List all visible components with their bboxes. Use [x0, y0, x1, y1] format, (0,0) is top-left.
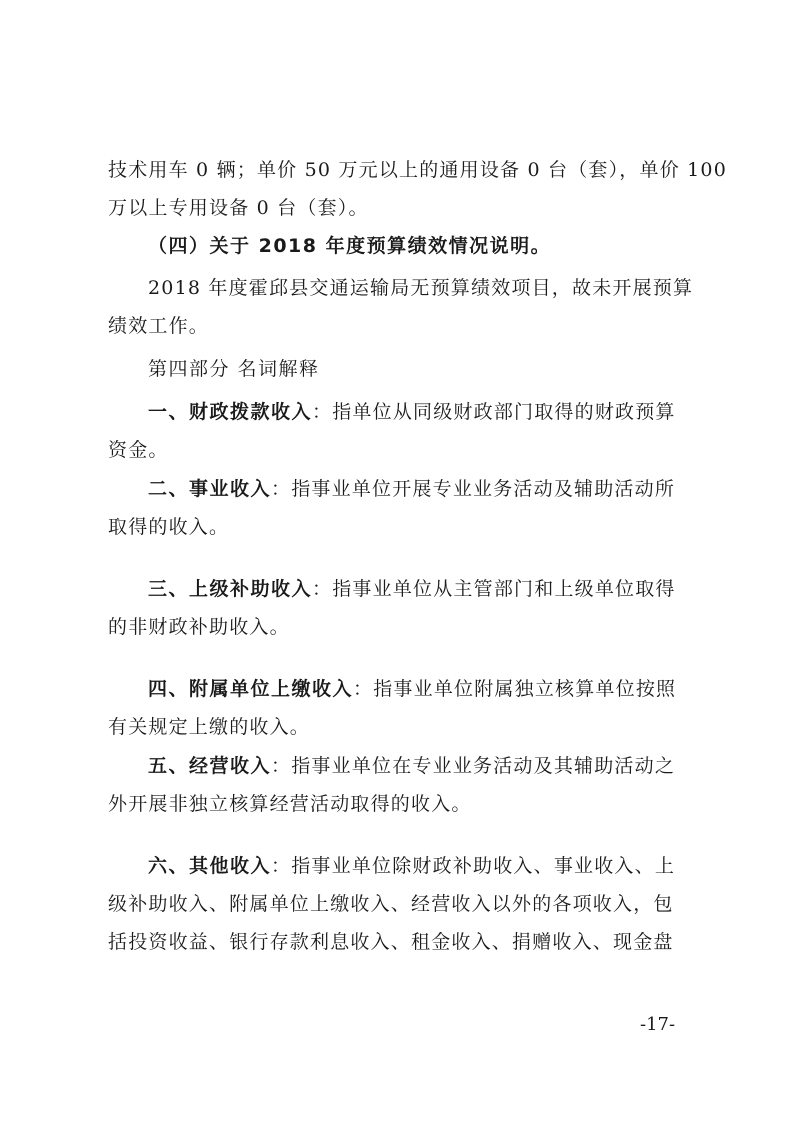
- term-definition: ：指事业单位除财政补助收入、事业收入、上: [271, 855, 676, 877]
- term-line-1: [108, 847, 694, 885]
- term-item: [108, 570, 694, 646]
- term-line-2: 的非财政补助收入。: [108, 616, 290, 638]
- page-number: -17-: [640, 1014, 676, 1035]
- term-title: 四、附属单位上缴收入: [148, 678, 354, 700]
- part-4-heading: 第四部分 名词解释: [148, 358, 320, 380]
- paragraph-vehicles-line-2: 万以上专用设备 0 台（套）。: [108, 197, 369, 219]
- term-title: 六、其他收入: [148, 855, 272, 877]
- term-title: 二、事业收入: [148, 478, 272, 500]
- term-definition: ：指事业单位在专业业务活动及其辅助活动之: [271, 755, 676, 777]
- term-line-2: 外开展非独立核算经营活动取得的收入。: [108, 793, 472, 815]
- term-title: 五、经营收入: [148, 755, 272, 777]
- term-line-2: 有关规定上缴的收入。: [108, 716, 311, 738]
- term-line-2: 资金。: [108, 439, 169, 461]
- paragraph-vehicles-line-1: 技术用车 0 辆；单价 50 万元以上的通用设备 0 台（套），单价 100: [108, 159, 727, 181]
- term-line-2: 级补助收入、附属单位上缴收入、经营收入以外的各项收入，包: [108, 893, 674, 915]
- section-4-heading-block: [108, 227, 694, 265]
- term-title: 一、财政拨款收入: [148, 401, 313, 423]
- term-item: [108, 747, 694, 823]
- paragraph-performance-line-1: 2018 年度霍邱县交通运输局无预算绩效项目，故未开展预算: [148, 277, 694, 299]
- term-definition: ：指事业单位从主管部门和上级单位取得: [312, 578, 676, 600]
- term-item: [108, 847, 694, 961]
- term-line-1: [108, 393, 694, 431]
- term-line-1: [108, 570, 694, 608]
- term-line-2: 取得的收入。: [108, 516, 230, 538]
- term-definition: ：指事业单位开展专业业务活动及辅助活动所: [271, 478, 676, 500]
- term-line-1: [108, 670, 694, 708]
- section-4-heading: （四）关于 2018 年度预算绩效情况说明。: [148, 235, 552, 257]
- term-item: [108, 393, 694, 469]
- paragraph-performance: [108, 269, 694, 345]
- term-item: [108, 670, 694, 746]
- term-definition: ：指单位从同级财政部门取得的财政预算: [312, 401, 676, 423]
- paragraph-performance-line-2: 绩效工作。: [108, 315, 210, 337]
- term-item: [108, 470, 694, 546]
- term-line-1: [108, 470, 694, 508]
- term-definition: ：指事业单位附属独立核算单位按照: [353, 678, 677, 700]
- part-4-heading-block: [108, 350, 694, 388]
- term-line-3: 括投资收益、银行存款利息收入、租金收入、捐赠收入、现金盘: [108, 931, 674, 953]
- term-line-1: [108, 747, 694, 785]
- paragraph-vehicles: [108, 151, 727, 227]
- term-title: 三、上级补助收入: [148, 578, 313, 600]
